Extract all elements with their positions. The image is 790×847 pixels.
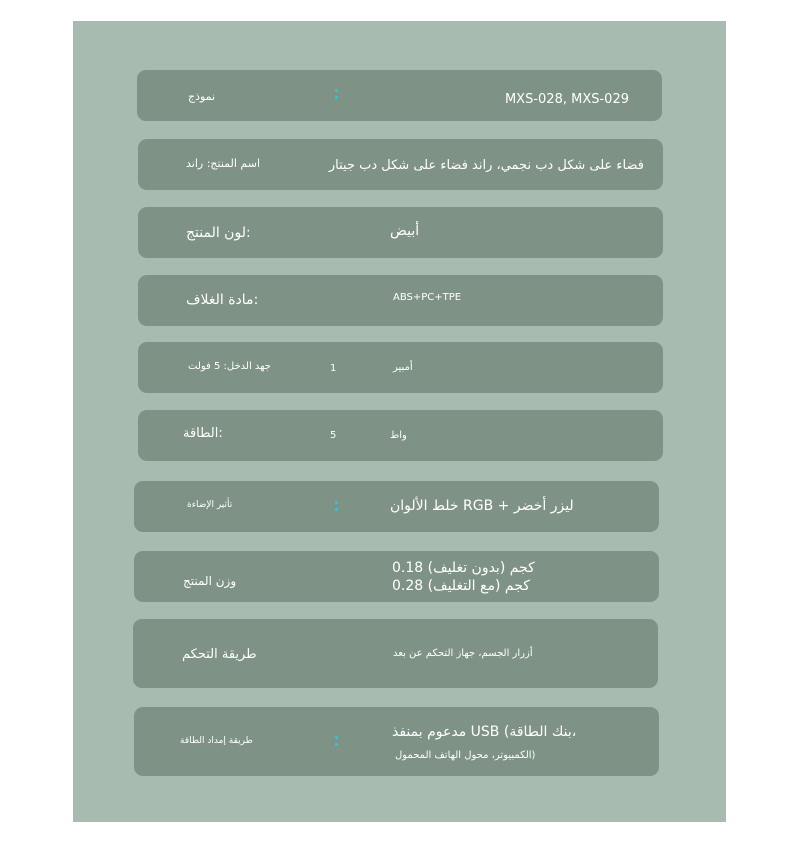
weight-label: وزن المنتج (183, 574, 237, 588)
spec-row-control (133, 619, 658, 688)
spec-row-lighting (134, 481, 659, 532)
power-unit: واط (390, 430, 407, 441)
control-value: أزرار الجسم، جهاز التحكم عن بعد (393, 648, 533, 659)
power-supply-value-line1: مدعوم بمنفذ USB (بنك الطاقة، (392, 724, 577, 740)
weight-value-line2: 0.28 كجم (مع التغليف) (392, 578, 530, 594)
product-name-value: فضاء على شكل دب نجمي، راند فضاء على شكل دب جيتار (328, 158, 644, 173)
model-value: MXS-028, MXS-029 (504, 92, 629, 107)
material-label: مادة الغلاف: (186, 292, 259, 308)
product-name-label: اسم المنتج: راند (186, 157, 261, 170)
control-label: طريقة التحكم (182, 647, 257, 662)
color-label: لون المنتج: (186, 225, 251, 241)
spec-row-material (138, 275, 663, 326)
power-supply-value-line2: الكمبيوتر، محول الهاتف المحمول) (395, 750, 536, 761)
spec-row-product-name (138, 139, 663, 190)
spec-row-power-supply (134, 707, 659, 776)
colon-icon (332, 736, 340, 746)
input-current-number: 1 (330, 363, 337, 374)
spec-row-weight (134, 551, 659, 602)
colon-icon (332, 89, 340, 99)
input-current-unit: أمبير (393, 362, 413, 373)
colon-icon (332, 501, 340, 511)
input-voltage-label: جهد الدخل: 5 فولت (188, 361, 271, 372)
model-label: نموذج (188, 90, 216, 103)
power-supply-label: طريقة إمداد الطاقة (180, 736, 253, 746)
weight-value-line1: 0.18 كجم (بدون تغليف) (392, 560, 535, 576)
spec-row-color (138, 207, 663, 258)
spec-row-input-voltage (138, 342, 663, 393)
lighting-label: تأثير الإضاءة (187, 500, 233, 510)
material-value: ABS+PC+TPE (393, 292, 462, 303)
power-number: 5 (330, 430, 337, 441)
lighting-value: خلط الألوان RGB + ليزر أخضر (390, 498, 574, 514)
spec-row-power (138, 410, 663, 461)
spec-row-model (137, 70, 662, 121)
color-value: أبيض (390, 223, 420, 239)
power-label: الطاقة: (183, 426, 223, 441)
